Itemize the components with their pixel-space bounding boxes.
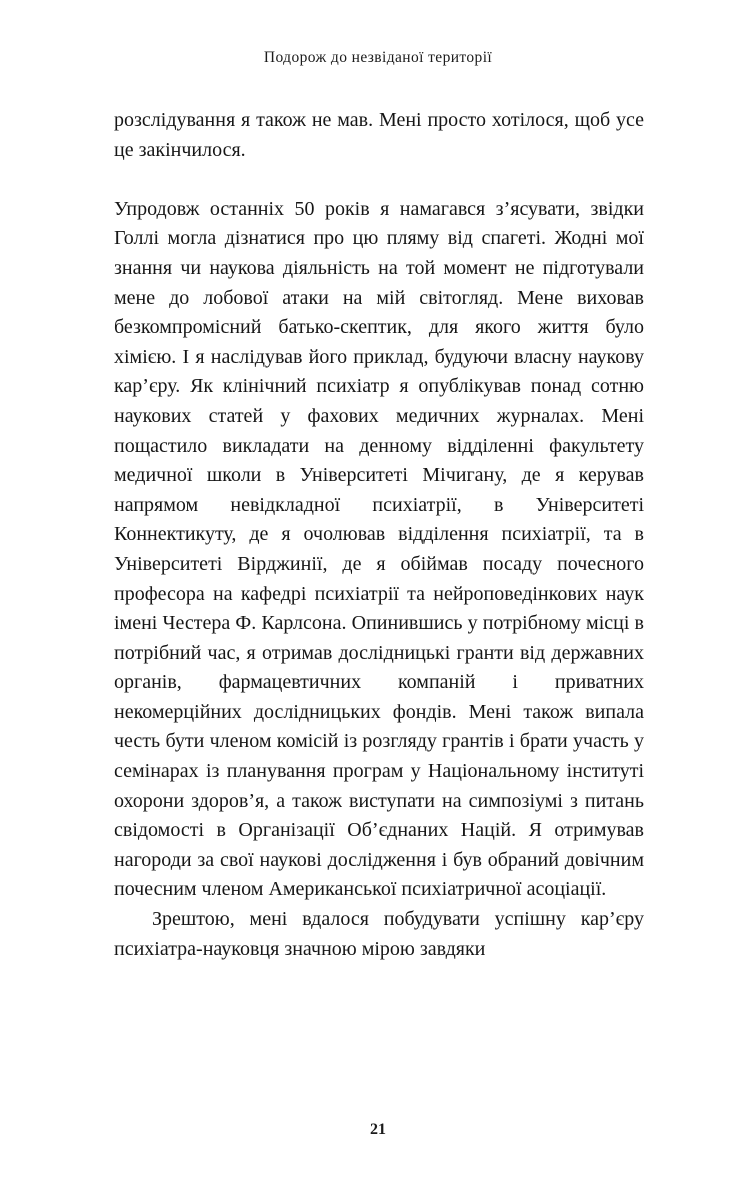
paragraph-continuation: розслідування я також не мав. Мені просто хотілося, щоб усе це закінчилося. [114, 109, 644, 161]
paragraph-closing: Зрештою, мені вдалося побудувати успішну кар’єру психіатра-науковця значною мірою завдяки [114, 908, 644, 960]
text-block [114, 106, 644, 964]
running-header: Подорож до незвіданої території [263, 49, 493, 66]
page-number: 21 [370, 1121, 386, 1138]
paragraph-main: Упродовж останніх 50 років я намагався з’ясувати, звідки Голлі могла дізнатися про цю пляму від спагеті. Жодні мої знання чи наукова діяльність на той момент не підготували мене до лобової атаки на мій світогляд. Мене виховав безкомпромісний батько-скептик, для якого життя було хімією. І я наслідував його приклад, будуючи власну наукову кар’єру. Як клінічний психіатр я опублікував понад сотню наукових статей у фахових медичних журналах. Мені пощастило викладати на денному відділенні факультету медичної школи в Університеті Мічигану, де я керував напрямом невідкладної психіатрії, в Університеті Коннектикуту, де я очолював відділення психіатрії, та в Університеті Вірджинії, де я обіймав посаду почесного професора на кафедрі психіатрії та нейроповедінкових наук імені Честера Ф. Карлсона. Опинившись у потрібному місці в потрібний час, я отримав дослідницькі гранти від державних органів, фармацевтичних компаній і приватних некомерційних дослідницьких фондів. Мені також випала честь бути членом комісій із розгляду грантів і брати участь у семінарах із планування програм у Національному інституті охорони здоров’я, а також виступати на симпозіумі з питань свідомості в Організації Об’єднаних Націй. Я отримував нагороди за свої наукові дослідження і був обраний довічним почесним членом Американської психіатричної асоціації. [114, 197, 644, 901]
